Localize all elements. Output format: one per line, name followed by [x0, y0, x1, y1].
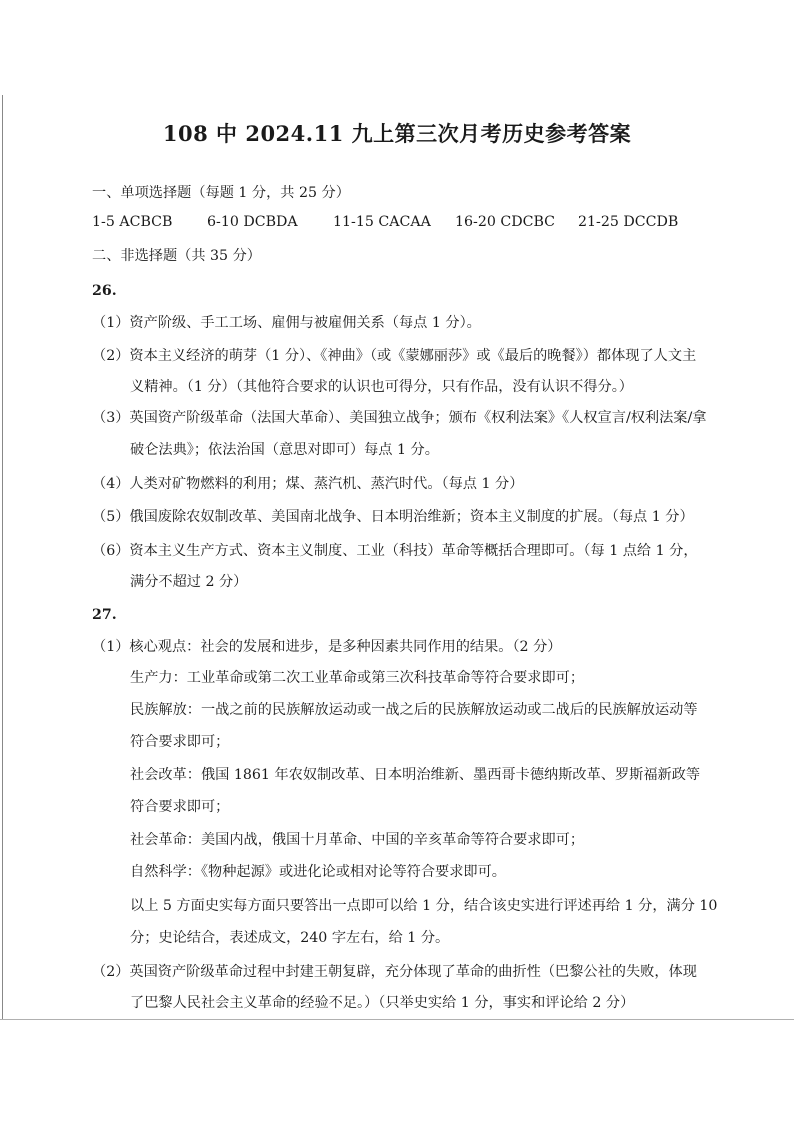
page-title: 108 中 2024.11 九上第三次月考历史参考答案: [162, 121, 632, 146]
q27-answer-line: 民族解放：一战之前的民族解放运动或一战之后的民族解放运动或二战后的民族解放运动等: [130, 702, 698, 718]
answer-group-1: 1-5 ACBCB: [92, 214, 173, 230]
q27-answer-line: 了巴黎人民社会主义革命的经验不足。）（只举史实给 1 分，事实和评论给 2 分）: [130, 995, 635, 1011]
q26-answer-line: 义精神。（1 分）（其他符合要求的认识也可得分，只有作品，没有认识不得分。）: [130, 379, 633, 395]
answer-group-3: 11-15 CACAA: [333, 214, 431, 230]
question-26-number: 26.: [92, 283, 117, 299]
q26-answer-line: 破仑法典》；依法治国（意思对即可）每点 1 分。: [130, 442, 439, 458]
page-bottom-edge: [0, 1019, 794, 1020]
q27-answer-line: 以上 5 方面史实每方面只要答出一点即可以给 1 分，结合该史实进行评述再给 1 分，满分 10: [130, 898, 718, 914]
q27-answer-line: 符合要求即可；: [130, 734, 230, 750]
section2-heading: 二、非选择题（共 35 分）: [92, 248, 261, 264]
q26-answer-line: 满分不超过 2 分）: [130, 574, 248, 590]
question-27-number: 27.: [92, 607, 117, 623]
q27-answer-line: 分；史论结合，表述成文，240 字左右，给 1 分。: [130, 930, 450, 946]
answer-group-2: 6-10 DCBDA: [207, 214, 298, 230]
q27-answer-line: （2）英国资产阶级革命过程中封建王朝复辟，充分体现了革命的曲折性（巴黎公社的失败，体现: [92, 964, 697, 980]
q26-answer-line: （4）人类对矿物燃料的利用；煤、蒸汽机、蒸汽时代。（每点 1 分）: [92, 476, 524, 492]
answer-group-4: 16-20 CDCBC: [455, 214, 556, 230]
q27-answer-line: 符合要求即可；: [130, 799, 230, 815]
q27-answer-line: 社会改革：俄国 1861 年农奴制改革、日本明治维新、墨西哥卡德纳斯改革、罗斯福新政等: [130, 767, 701, 783]
page-left-border: [2, 95, 3, 1020]
section1-heading: 一、单项选择题（每题 1 分，共 25 分）: [92, 185, 350, 201]
q27-answer-line: 生产力：工业革命或第二次工业革命或第三次科技革命等符合要求即可；: [130, 670, 585, 686]
q26-answer-line: （3）英国资产阶级革命（法国大革命）、美国独立战争；颁布《权利法案》《人权宣言/权利法案/拿: [92, 410, 707, 426]
q26-answer-line: （1）资产阶级、手工工场、雇佣与被雇佣关系（每点 1 分）。: [92, 315, 481, 331]
q27-answer-line: 社会革命：美国内战，俄国十月革命、中国的辛亥革命等符合要求即可；: [130, 832, 585, 848]
q27-answer-line: （1）核心观点：社会的发展和进步，是多种因素共同作用的结果。（2 分）: [92, 639, 562, 655]
answer-group-5: 21-25 DCCDB: [578, 214, 679, 230]
q27-answer-line: 自然科学：《物种起源》或进化论或相对论等符合要求即可。: [130, 864, 506, 880]
q26-answer-line: （6）资本主义生产方式、资本主义制度、工业（科技）革命等概括合理即可。（每 1 点给 1 分，: [92, 543, 698, 559]
q26-answer-line: （5）俄国废除农奴制改革、美国南北战争、日本明治维新；资本主义制度的扩展。（每点 1 分）: [92, 509, 694, 525]
q26-answer-line: （2）资本主义经济的萌芽（1 分）、《神曲》（或《蒙娜丽莎》或《最后的晚餐》）都体现了人文主: [92, 348, 697, 364]
